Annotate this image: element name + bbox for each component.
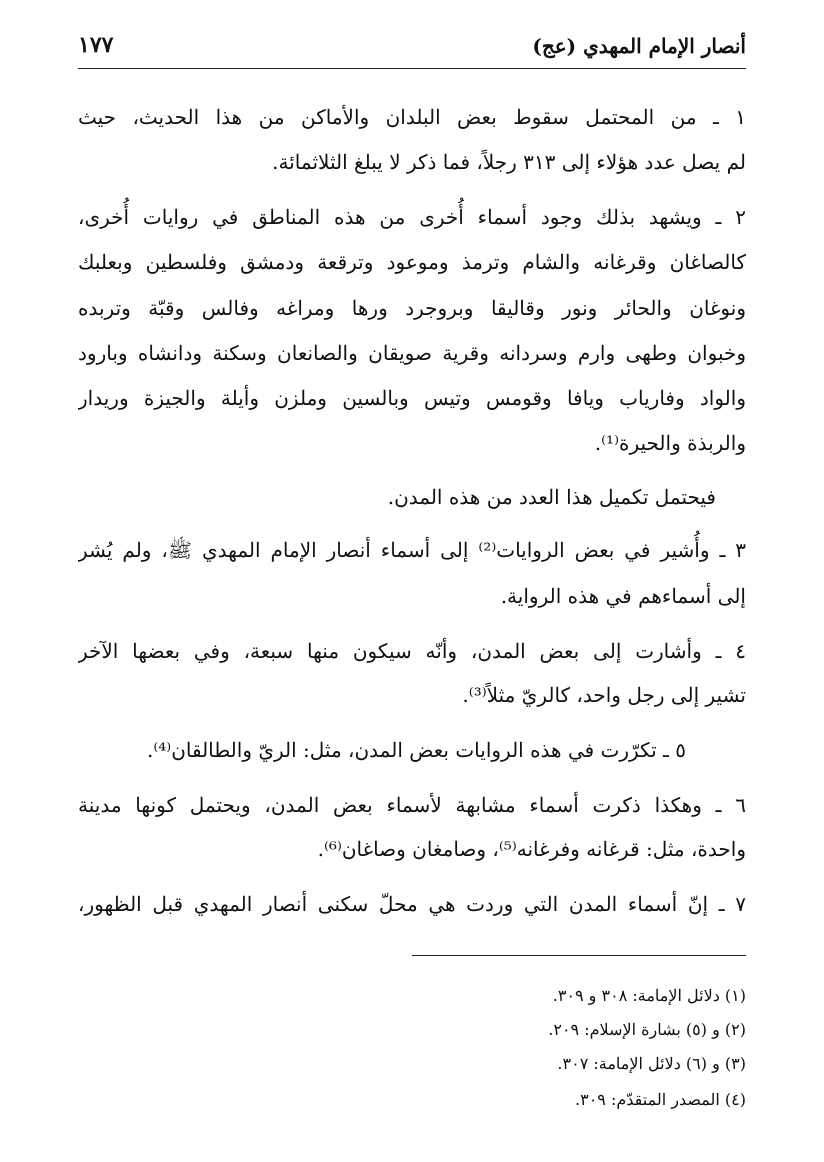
footnote: (٤) المصدر المتقدّم: ٣٠٩. bbox=[575, 1090, 746, 1109]
body-line: ٦ ـ وهكذا ذكرت أسماء مشابهة لأسماء بعض المدن، ويحتمل كونها مدينة bbox=[78, 793, 746, 817]
body-line: ونوغان والحائر ونور وقاليقا وبروجرد ورها ومراغه وفالس وقبّة وتربده bbox=[78, 296, 746, 320]
body-line: والربذة والحيرة⁽¹⁾. bbox=[594, 431, 746, 455]
body-line: كالصاغان وقرغانه والشام وترمذ وموعود وترقعة ودمشق وفلسطين وبعلبك bbox=[78, 250, 746, 274]
footnote: (٣) و (٦) دلائل الإمامة: ٣٠٧. bbox=[557, 1054, 746, 1073]
body-line: ٧ ـ إنّ أسماء المدن التي وردت هي محلّ سكنى أنصار المهدي قبل الظهور، bbox=[78, 892, 746, 916]
body-line: فيحتمل تكميل هذا العدد من هذه المدن. bbox=[387, 485, 716, 509]
body-line: واحدة، مثل: قرغانه وفرغانه⁽⁵⁾، وصامغان وصاغان⁽⁶⁾. bbox=[317, 837, 746, 861]
page-number: ١٧٧ bbox=[78, 32, 114, 58]
body-line: إلى أسماءهم في هذه الرواية. bbox=[500, 584, 746, 608]
body-line: وخبوان وطهى وارم وسردانه وقرية صويقان والصانعان وسكنة ودانشاه وبارود bbox=[78, 341, 746, 365]
footnote-separator bbox=[412, 955, 746, 956]
page-header bbox=[78, 30, 746, 69]
body-line: ٢ ـ ويشهد بذلك وجود أسماء أُخرى من هذه المناطق في روايات أُخرى، bbox=[78, 205, 746, 229]
body-line: والواد وفارياب ويافا وقومس وتيس وبالسين وملزن وأيلة والجيزة وريدار bbox=[78, 386, 746, 410]
body-line: ٣ ـ وأُشير في بعض الروايات⁽²⁾ إلى أسماء أنصار الإمام المهدي ﷺ، ولم يُشر bbox=[78, 538, 746, 562]
body-line: ٥ ـ تكرّرت في هذه الروايات بعض المدن، مثل: الريّ والطالقان⁽⁴⁾. bbox=[146, 738, 686, 762]
running-title: أنصار الإمام المهدي (عج) bbox=[532, 34, 746, 58]
body-line: لم يصل عدد هؤلاء إلى ٣١٣ رجلاً، فما ذكر لا يبلغ الثلاثمائة. bbox=[272, 150, 746, 174]
body-line: ٤ ـ وأشارت إلى بعض المدن، وأنّه سيكون منها سبعة، وفي بعضها الآخر bbox=[78, 639, 746, 663]
footnote: (١) دلائل الإمامة: ٣٠٨ و ٣٠٩. bbox=[552, 986, 746, 1005]
footnote: (٢) و (٥) بشارة الإسلام: ٢٠٩. bbox=[548, 1020, 746, 1039]
body-line: ١ ـ من المحتمل سقوط بعض البلدان والأماكن من هذا الحديث، حيث bbox=[78, 105, 746, 129]
body-line: تشير إلى رجل واحد، كالريّ مثلاً⁽³⁾. bbox=[462, 683, 746, 707]
